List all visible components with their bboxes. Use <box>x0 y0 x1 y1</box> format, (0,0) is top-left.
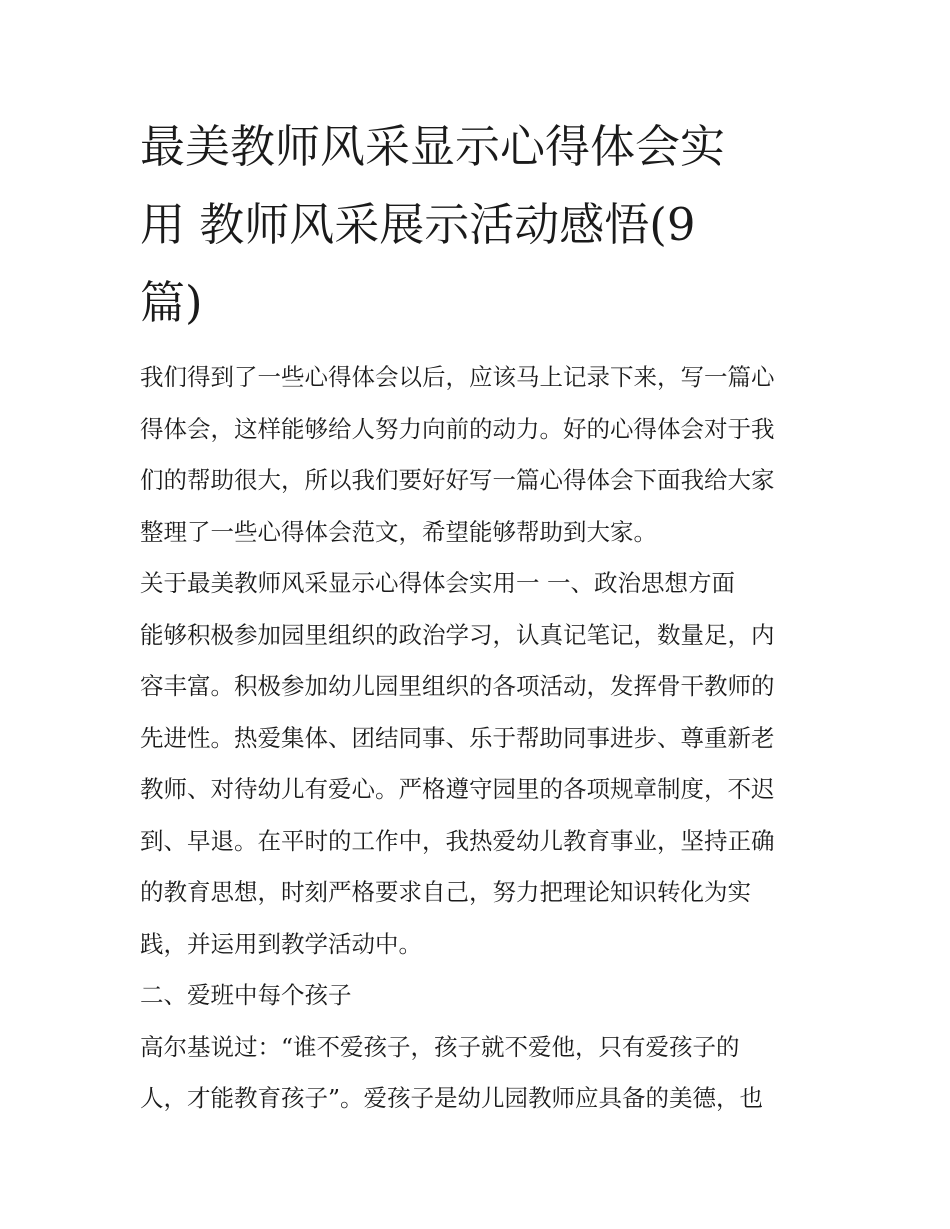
body-line: 先进性。热爱集体、团结同事、乐于帮助同事进步、尊重新老 <box>140 723 775 752</box>
body-line: 高尔基说过：“谁不爱孩子，孩子就不爱他，只有爱孩子的 <box>140 1032 740 1061</box>
body-line: 教师、对待幼儿有爱心。严格遵守园里的各项规章制度，不迟 <box>140 775 775 803</box>
document-body <box>140 352 820 1125</box>
section-heading: 二、爱班中每个孩子 <box>140 981 352 1009</box>
body-line: 的教育思想，时刻严格要求自己，努力把理论知识转化为实 <box>140 878 751 906</box>
body-line: 践，并运用到教学活动中。 <box>140 929 422 958</box>
document-title <box>140 108 820 342</box>
body-line: 人，才能教育孩子”。爱孩子是幼儿园教师应具备的美德，也 <box>140 1084 764 1112</box>
body-line: 容丰富。积极参加幼儿园里组织的各项活动，发挥骨干教师的 <box>140 672 775 700</box>
body-line: 到、早退。在平时的工作中，我热爱幼儿教育事业，坚持正确 <box>140 826 775 855</box>
body-line: 整理了一些心得体会范文，希望能够帮助到大家。 <box>140 517 657 546</box>
section-heading: 关于最美教师风采显示心得体会实用一 一、政治思想方面 <box>140 569 735 597</box>
title-line: 最美教师风采显示心得体会实 <box>140 120 726 173</box>
body-line: 得体会，这样能够给人努力向前的动力。好的心得体会对于我 <box>140 414 775 443</box>
body-line: 我们得到了一些心得体会以后，应该马上记录下来，写一篇心 <box>140 363 775 391</box>
title-line: 用 教师风采展示活动感悟(9 <box>140 198 696 251</box>
body-line: 们的帮助很大，所以我们要好好写一篇心得体会下面我给大家 <box>140 466 775 494</box>
title-line: 篇) <box>140 276 203 329</box>
body-line: 能够积极参加园里组织的政治学习，认真记笔记，数量足，内 <box>140 620 775 649</box>
